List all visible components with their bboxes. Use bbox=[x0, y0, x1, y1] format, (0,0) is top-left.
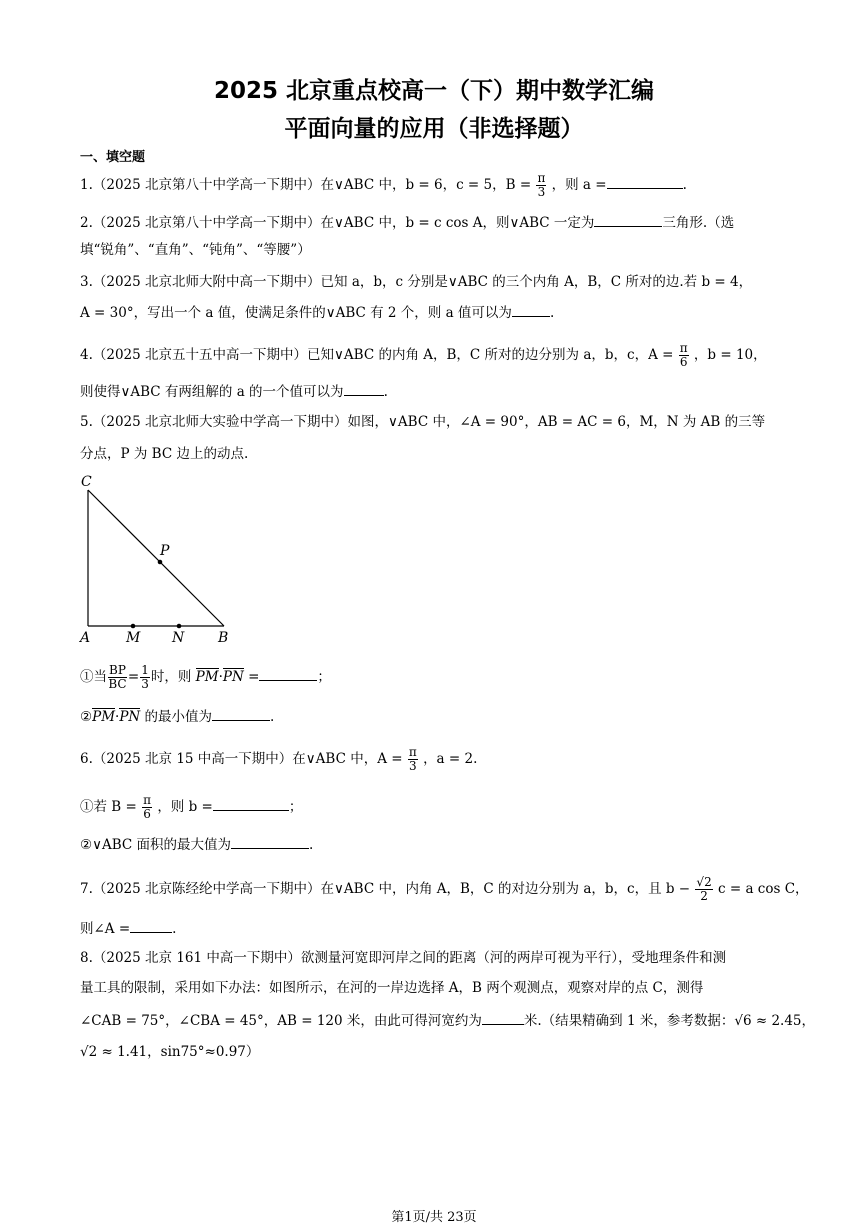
q6-fraction: $\frac{\pi}{3}$ bbox=[408, 745, 417, 773]
triangle-figure bbox=[76, 470, 246, 648]
question-8-line2: 量工具的限制，采用如下办法：如图所示，在河的一岸边选择 A，B 两个观测点，观察对岸的点 C，测得 bbox=[80, 980, 704, 996]
question-6-sub2: ②∨ABC 面积的最大值为 . bbox=[80, 837, 314, 853]
answer-blank bbox=[213, 798, 289, 811]
question-7: 7.（2025 北京陈经纶中学高一下期中）在∨ABC 中，内角 A，B，C 的对边分别为 a，b，c，且 b − $\frac{√2}{2}$ c = a cos C， bbox=[80, 875, 809, 903]
answer-blank bbox=[594, 214, 662, 227]
question-1: 1.（2025 北京第八十中学高一下期中）在∨ABC 中，b = 6，c = 5，B = $\frac{\pi}{3}$ ，则 a = . bbox=[80, 171, 687, 199]
page-title: 2025 北京重点校高一（下）期中数学汇编 bbox=[213, 78, 655, 104]
label-a: A bbox=[80, 630, 91, 646]
q1-text: 1.（2025 北京第八十中学高一下期中）在∨ABC 中，b = 6，c = 5，B = bbox=[80, 177, 532, 193]
page-subtitle: 平面向量的应用（非选择题） bbox=[284, 116, 584, 142]
question-5: 5.（2025 北京北师大实验中学高一下期中）如图，∨ABC 中，∠A = 90°，AB = AC = 6，M，N 为 AB 的三等 bbox=[80, 414, 766, 430]
label-c: C bbox=[81, 474, 92, 490]
question-4-line2: 则使得∨ABC 有两组解的 a 的一个值可以为 . bbox=[80, 384, 388, 400]
question-8: 8.（2025 北京 161 中高一下期中）欲测量河宽即河岸之间的距离（河的两岸可视为平行），受地理条件和测 bbox=[80, 950, 727, 966]
page-footer: 第1页/共 23页 bbox=[391, 1210, 477, 1225]
point-m bbox=[131, 624, 136, 629]
question-2-line2: 填“锐角”、“直角”、“钝角”、“等腰”） bbox=[80, 242, 311, 258]
question-3: 3.（2025 北京北师大附中高一下期中）已知 a，b，c 分别是∨ABC 的三个内角 A，B，C 所对的边.若 b = 4， bbox=[80, 274, 753, 290]
point-n bbox=[177, 624, 182, 629]
section-heading: 一、填空题 bbox=[80, 150, 146, 165]
question-5-sub2: ②PM·PN 的最小值为 . bbox=[80, 709, 275, 725]
question-2: 2.（2025 北京第八十中学高一下期中）在∨ABC 中，b = c cos A，则∨ABC 一定为 三角形.（选 bbox=[80, 215, 735, 231]
question-6-sub1: ①若 B = $\frac{\pi}{6}$ ，则 b = ； bbox=[80, 793, 303, 821]
question-5-line2: 分点，P 为 BC 边上的动点. bbox=[80, 446, 249, 462]
q6-sub-fraction: $\frac{\pi}{6}$ bbox=[143, 793, 152, 821]
question-5-sub1: ①当 $\frac{BP}{BC}$ = $\frac{1}{3}$ 时，则 PM·PN = ； bbox=[80, 663, 331, 691]
answer-blank bbox=[512, 304, 550, 317]
label-p: P bbox=[160, 543, 170, 559]
answer-blank bbox=[344, 383, 384, 396]
q5-ratio-fraction: $\frac{BP}{BC}$ bbox=[108, 663, 127, 691]
answer-blank bbox=[231, 836, 309, 849]
q4-fraction: $\frac{\pi}{6}$ bbox=[679, 341, 688, 369]
answer-blank bbox=[259, 668, 317, 681]
point-p bbox=[158, 560, 163, 565]
question-7-line2: 则∠A = . bbox=[80, 921, 177, 937]
label-m: M bbox=[126, 630, 141, 646]
q7-fraction: $\frac{√2}{2}$ bbox=[696, 875, 712, 903]
q1-fraction: $\frac{\pi}{3}$ bbox=[537, 171, 546, 199]
vector-pn: PN bbox=[222, 669, 244, 685]
answer-blank bbox=[482, 1012, 524, 1025]
vector-pm: PM bbox=[195, 669, 219, 685]
vector-pn: PN bbox=[119, 709, 141, 725]
vector-pm: PM bbox=[92, 709, 116, 725]
question-8-line3: ∠CAB = 75°，∠CBA = 45°，AB = 120 米，由此可得河宽约为 米.（结果精确到 1 米，参考数据：√6 ≈ 2.45， bbox=[80, 1013, 815, 1029]
question-4: 4.（2025 北京五十五中高一下期中）已知∨ABC 的内角 A，B，C 所对的边分别为 a，b，c，A = $\frac{\pi}{6}$ ，b = 10， bbox=[80, 341, 767, 369]
answer-blank bbox=[212, 708, 270, 721]
answer-blank bbox=[130, 920, 172, 933]
label-b: B bbox=[218, 630, 229, 646]
question-8-line4: √2 ≈ 1.41，sin75°≈0.97） bbox=[80, 1044, 260, 1060]
question-6: 6.（2025 北京 15 中高一下期中）在∨ABC 中，A = $\frac{\pi}{3}$ ，a = 2. bbox=[80, 745, 478, 773]
label-n: N bbox=[172, 630, 185, 646]
q5-value-fraction: $\frac{1}{3}$ bbox=[141, 663, 149, 691]
question-3-line2: A = 30°，写出一个 a 值，使满足条件的∨ABC 有 2 个，则 a 值可以为 . bbox=[80, 305, 555, 321]
answer-blank bbox=[607, 176, 683, 189]
side-bc bbox=[88, 490, 224, 626]
